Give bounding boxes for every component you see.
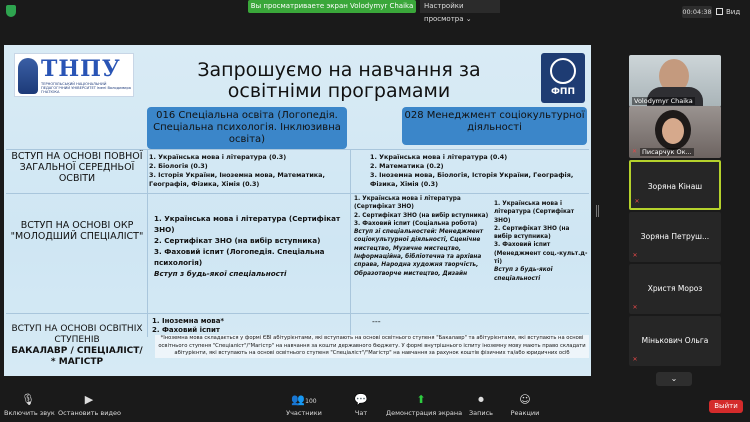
cell-line: 3. Історія України, Іноземна мова, Математика, Географія, Фізика, Хімія (0.3) [149, 171, 325, 188]
chat-label: Чат [354, 409, 368, 417]
row-label-degree-bottom: БАКАЛАВР / СПЕЦІАЛІСТ/ * МАГІСТР [11, 346, 143, 367]
row-divider [6, 193, 589, 194]
video-camera-icon: ▶ [84, 393, 94, 406]
cell-line: 2. Сертифікат ЗНО (на вибір вступника) [354, 212, 489, 219]
cell-028-junior-a [354, 195, 490, 278]
participants-label: Участники [286, 409, 322, 417]
slide-title [154, 60, 524, 102]
shared-screen-slide [4, 45, 591, 376]
view-options-menu[interactable] [420, 0, 500, 23]
record-icon: ⏺ [478, 393, 484, 406]
program-header-028: 028 Менеджмент соціокультурної діяльності [402, 107, 587, 145]
participant-name: Мінькович Ольга [641, 336, 709, 345]
row-label-general: ВСТУП НА ОСНОВІ ПОВНОЇ ЗАГАЛЬНОЇ СЕРЕДНЬОЇ ОСВІТИ [11, 151, 143, 184]
cell-line: 2. Сертифікат ЗНО (на вибір вступника) [494, 225, 570, 241]
cell-line: 1. Українська мова і література (0.4) [370, 153, 508, 161]
record-button[interactable] [466, 394, 496, 417]
participants-button[interactable] [284, 394, 324, 417]
footnote: *Іноземна мова складається у формі ЄВІ абітурієнтами, які вступають на основі освітнього ступеня "Бакалавр" та абітурієнтами, які вступають на основі освітнього ступеня "Спеціаліст"/"Магістр" на навчання за кошти державного бюджету. У формі внутрішнього іспиту іноземну мову мають право складати абітурієнти, які вступають на основі освітнього ступеня "Спеціаліст"/"Магістр" на навчання за рахунок коштів фізичних та/або юридичних осіб [155, 335, 589, 358]
muted-mic-icon: ✕ [632, 252, 638, 259]
cell-016-general [149, 153, 347, 189]
cell-028-junior-b [494, 200, 588, 283]
cell-line: 2. Математика (0.2) [370, 162, 444, 170]
smiley-icon: ☺ [519, 393, 531, 406]
cell-line: 1. Українська мова і література (Сертифікат ЗНО) [494, 201, 575, 224]
participant-video-chaika[interactable] [629, 55, 721, 107]
unmute-button[interactable] [4, 393, 55, 417]
top-bar [0, 0, 750, 22]
participant-tile-moroz[interactable] [629, 264, 721, 314]
slide-title-line1: Запрошуємо на навчання за [197, 59, 481, 81]
column-divider [147, 149, 148, 337]
participant-name: Зоряна Петруш... [640, 232, 710, 241]
cell-line: 1. Іноземна мова* [152, 317, 225, 325]
fpp-logo [541, 53, 585, 103]
chat-button[interactable] [346, 394, 376, 417]
muted-mic-icon: ✕ [632, 304, 638, 311]
cell-line: 1. Українська мова і література (0.3) [149, 153, 287, 161]
participant-video-pysarchuk[interactable] [629, 106, 721, 158]
participant-name: Зоряна Кінаш [647, 182, 703, 191]
person-face [662, 118, 684, 144]
row-divider [6, 149, 589, 150]
row-label-degree-top: ВСТУП НА ОСНОВІ ОСВІТНІХ СТУПЕНІВ [11, 324, 143, 345]
participant-name: Volodymyr Chaika [634, 97, 693, 105]
grid-view-icon [716, 8, 723, 15]
row-divider [6, 313, 589, 314]
participant-tile-minkovych[interactable] [629, 316, 721, 366]
tnpu-logo-name: ТНПУ [41, 56, 121, 82]
muted-microphone-icon: 🎙 [21, 393, 35, 406]
meeting-timer: 00:04:38 [682, 8, 712, 16]
tnpu-logo-subtitle: ТЕРНОПІЛЬСЬКИЙ НАЦІОНАЛЬНИЙ ПЕДАГОГІЧНИЙ УНІВЕРСИТЕТ імені Володимира ГНАТЮКА [41, 82, 131, 95]
cell-line: 1. Українська мова і література (Сертифікат ЗНО) [154, 214, 341, 234]
column-divider [350, 149, 351, 337]
cell-line: Вступ з будь-якої спеціальності [494, 267, 553, 282]
view-options-label: Настройки просмотра [424, 2, 464, 23]
tnpu-logo [14, 53, 134, 97]
participant-name: Писарчук Ок... [642, 148, 692, 156]
cell-028-general [370, 153, 586, 189]
cell-line: 1. Українська мова і література (Сертифікат ЗНО) [354, 196, 461, 211]
stop-video-label: Остановить видео [58, 409, 121, 417]
cell-016-degree [152, 317, 342, 335]
participant-tile-petrush[interactable] [629, 212, 721, 262]
gallery-scroll-down-button[interactable]: ⌄ [656, 372, 692, 386]
row-label-junior: ВСТУП НА ОСНОВІ ОКР "МОЛОДШИЙ СПЕЦІАЛІСТ" [10, 220, 144, 242]
leave-meeting-button[interactable]: Выйти [709, 400, 743, 413]
cell-line: 3. Іноземна мова, Біологія, Історія України, Географія, Фізика, Хімія (0.3) [370, 171, 574, 188]
viewing-share-banner: Вы просматриваете экран Volodymyr Chaika [248, 0, 416, 13]
muted-mic-icon: ✕ [632, 148, 638, 155]
fpp-emblem-icon [550, 58, 576, 84]
cell-line: 2. Сертифікат ЗНО (на вибір вступника) [154, 236, 321, 245]
cell-line: Вступ зі спеціальностей: Менеджмент соціокультурної діяльності, Сценічне мистецтво, Музичне мистецтво, Інформаційна, бібліотечна та архівна справа, Народна художня творчість, Образотворче мистецтво, Дизайн [354, 229, 484, 277]
split-resize-handle[interactable] [596, 205, 599, 217]
cell-line: 3. Фаховий іспит (Логопедія. Спеціальна психологія) [154, 247, 325, 267]
reactions-label: Реакции [510, 409, 540, 417]
participants-count: 100 [305, 398, 317, 405]
fpp-logo-text: ФПП [551, 87, 575, 97]
cell-016-junior [154, 213, 344, 279]
muted-mic-icon: ✕ [634, 198, 640, 205]
share-screen-label: Демонстрация экрана [386, 409, 463, 417]
view-button-label: Вид [726, 8, 741, 16]
view-button[interactable] [716, 6, 746, 18]
record-label: Запись [468, 409, 494, 417]
slide-title-line2: освітніми програмами [227, 80, 451, 102]
chat-bubble-icon: 💬 [354, 393, 368, 406]
row-label-degree [8, 324, 146, 368]
cell-line: Вступ з будь-якої спеціальності [154, 269, 287, 278]
participant-name: Христя Мороз [647, 284, 703, 293]
security-shield-icon[interactable] [6, 5, 16, 17]
participants-icon: 👥100 [291, 393, 317, 406]
stop-video-button[interactable] [58, 394, 120, 417]
cell-028-degree: --- [372, 317, 381, 326]
muted-mic-icon: ✕ [632, 356, 638, 363]
reactions-button[interactable] [508, 394, 542, 417]
chevron-down-icon: ⌄ [465, 15, 472, 23]
cell-line: 2. Біологія (0.3) [149, 162, 208, 170]
cell-line: 2. Фаховий іспит [152, 326, 220, 334]
portrait-icon [18, 58, 38, 94]
program-header-016: 016 Спеціальна освіта (Логопедія. Спеціальна психологія. Інклюзивна освіта) [147, 107, 347, 149]
cell-line: 3. Фаховий іспит (Соціальна робота) [354, 220, 478, 227]
participant-tile-kinash[interactable] [629, 160, 721, 210]
cell-line: 3. Фаховий іспит (Менеджмент соц.-культ.д-ті) [494, 242, 588, 266]
share-screen-button[interactable] [386, 393, 463, 417]
share-screen-icon: ⬆ [416, 393, 426, 406]
unmute-label: Включить звук [4, 409, 55, 417]
